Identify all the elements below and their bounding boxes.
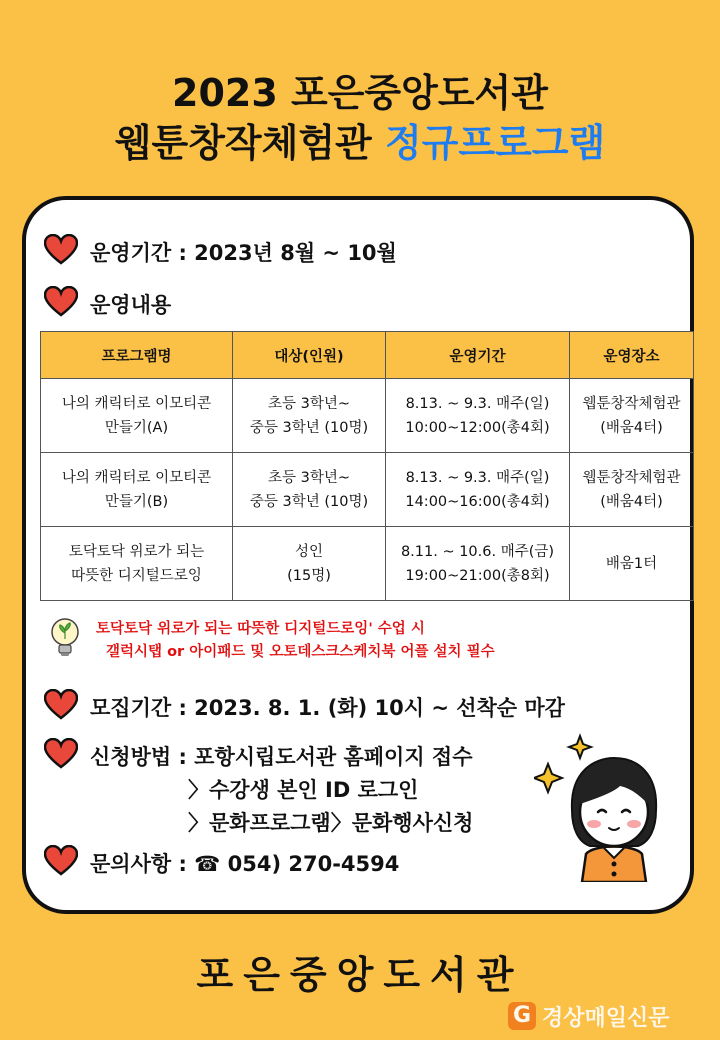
notice-line1: 토닥토닥 위로가 되는 따뜻한 디지털드로잉' 수업 시 xyxy=(96,621,425,637)
title-line1: 2023 포은중앙도서관 xyxy=(172,71,548,115)
place-cell xyxy=(570,379,694,453)
place-cell xyxy=(570,527,694,601)
table-row xyxy=(41,527,694,601)
table-row xyxy=(41,379,694,453)
program-table xyxy=(40,331,694,601)
period-cell xyxy=(386,527,570,601)
header-cell: 운영장소 xyxy=(570,332,694,379)
notice-line2: 갤럭시탭 or 아이패드 및 오토데스크스케치북 어플 설치 필수 xyxy=(106,644,495,660)
table-row xyxy=(41,453,694,527)
watermark-logo-icon: G xyxy=(508,1002,536,1030)
cell-line: 10:00~12:00(총4회) xyxy=(405,419,550,436)
heart-icon xyxy=(44,234,78,266)
place-cell xyxy=(570,453,694,527)
cell-line: 웹툰창작체험관 xyxy=(582,395,681,412)
period-cell xyxy=(386,379,570,453)
cell-line: 성인 xyxy=(294,543,323,560)
cell-line: 나의 캐릭터로 이모티콘 xyxy=(61,395,212,412)
cell-line: 나의 캐릭터로 이모티콘 xyxy=(61,469,212,486)
recruit-text: 모집기간 : 2023. 8. 1. (화) 10시 ~ 선착순 마감 xyxy=(90,696,565,720)
cell-line: 배움1터 xyxy=(605,555,658,572)
cell-line: 초등 3학년~ xyxy=(267,395,350,412)
contents-label: 운영내용 xyxy=(90,293,172,317)
cell-line: 14:00~16:00(총4회) xyxy=(405,493,550,510)
heart-icon xyxy=(44,286,78,318)
title-line2 xyxy=(0,112,720,167)
heart-icon xyxy=(44,738,78,770)
apply-line2: 〉수강생 본인 ID 로그인 xyxy=(188,778,419,802)
apply-line3: 〉문화프로그램〉문화행사신청 xyxy=(188,811,474,835)
heart-icon xyxy=(44,845,78,877)
sparkle-icon xyxy=(534,764,562,792)
period-text: 운영기간 : 2023년 8월 ~ 10월 xyxy=(90,241,397,265)
watermark xyxy=(508,1000,714,1032)
cell-line: (배움4터) xyxy=(600,419,663,436)
cell-line: 8.13. ~ 9.3. 매주(일) xyxy=(405,395,550,412)
header-cell: 대상(인원) xyxy=(233,332,386,379)
cell-line: 중등 3학년 (10명) xyxy=(249,493,369,510)
header-cell: 프로그램명 xyxy=(41,332,233,379)
program-name-cell xyxy=(41,379,233,453)
period-cell xyxy=(386,453,570,527)
cell-line: 중등 3학년 (10명) xyxy=(249,419,369,436)
title-line2-highlight: 정규프로그램 xyxy=(384,121,606,165)
contact-text: 문의사항 : ☎ 054) 270-4594 xyxy=(90,852,400,876)
lightbulb-icon xyxy=(48,617,82,659)
table-header-row xyxy=(41,332,694,379)
cell-line: 만들기(B) xyxy=(104,493,169,510)
target-cell xyxy=(233,453,386,527)
header-cell: 운영기간 xyxy=(386,332,570,379)
cell-line: 만들기(A) xyxy=(104,419,169,436)
apply-line1: 신청방법 : 포항시립도서관 홈페이지 접수 xyxy=(90,745,473,769)
cell-line: 8.13. ~ 9.3. 매주(일) xyxy=(405,469,550,486)
sparkle-icon xyxy=(569,736,591,758)
cell-line: (배움4터) xyxy=(600,493,663,510)
target-cell xyxy=(233,379,386,453)
cell-line: (15명) xyxy=(287,567,331,584)
girl-illustration xyxy=(534,732,684,882)
program-name-cell xyxy=(41,453,233,527)
cell-line: 8.11. ~ 10.6. 매주(금) xyxy=(400,543,555,560)
cell-line: 초등 3학년~ xyxy=(267,469,350,486)
cell-line: 19:00~21:00(총8회) xyxy=(405,567,550,584)
cell-line: 따뜻한 디지털드로잉 xyxy=(71,567,202,584)
footer-org: 포은중앙도서관 xyxy=(196,953,524,997)
cell-line: 토닥토닥 위로가 되는 xyxy=(68,543,205,560)
cell-line: 웹툰창작체험관 xyxy=(582,469,681,486)
heart-icon xyxy=(44,689,78,721)
target-cell xyxy=(233,527,386,601)
program-name-cell xyxy=(41,527,233,601)
title-line2-main: 웹툰창작체험관 xyxy=(114,121,385,165)
watermark-text: 경상매일신문 xyxy=(542,1005,670,1031)
